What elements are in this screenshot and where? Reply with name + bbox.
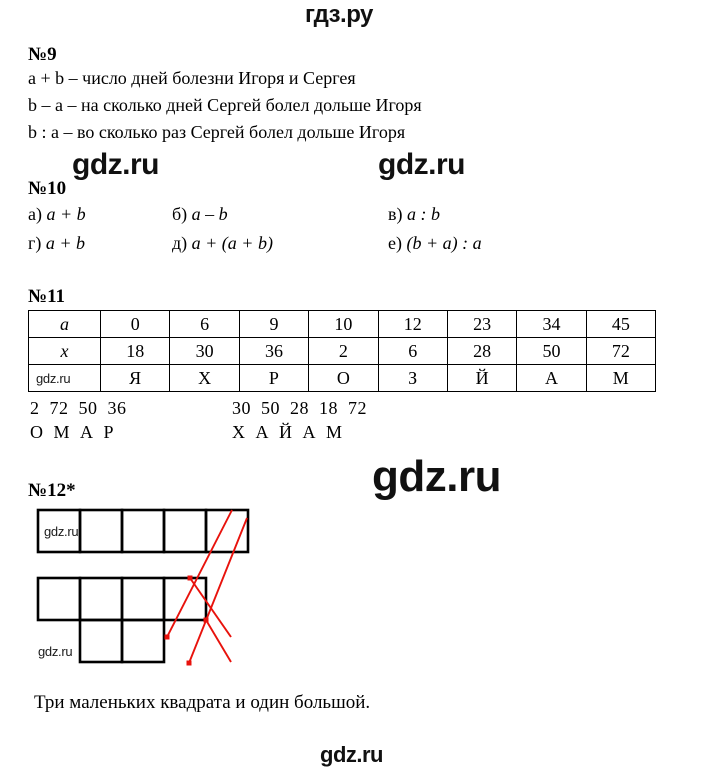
cell-x-2: 36 <box>239 338 308 365</box>
answer-expr-v: a : b <box>407 204 440 224</box>
task-11-table <box>28 310 656 392</box>
cut-line-endpoint-2 <box>187 661 192 666</box>
cell-letter-5: Й <box>447 365 516 392</box>
cell-x-0: 18 <box>101 338 170 365</box>
cell-a-5: 23 <box>447 311 516 338</box>
grid-square-r2-c1 <box>122 620 164 662</box>
decoded-letters-2: Х А Й А М <box>232 422 343 442</box>
task-9-number: №9 <box>28 44 57 65</box>
task-10-number: №10 <box>28 178 67 199</box>
cell-letter-2: Р <box>239 365 308 392</box>
cell-letter-0: Я <box>101 365 170 392</box>
task-10-answer-g <box>28 233 85 254</box>
table-row <box>29 365 656 392</box>
grid-square-r1-c2 <box>122 578 164 620</box>
grid-square-r1-c3 <box>164 578 206 620</box>
cell-x-6: 50 <box>517 338 586 365</box>
cell-letter-3: О <box>309 365 378 392</box>
cell-letter-1: Х <box>170 365 239 392</box>
grid-square-r0-c3 <box>164 510 206 552</box>
answer-key-d: д) <box>172 233 188 253</box>
answer-key-e: е) <box>388 233 402 253</box>
answer-key-g: г) <box>28 233 42 253</box>
table-row <box>29 311 656 338</box>
task-12-answer-text: Три маленьких квадрата и один большой. <box>34 692 371 713</box>
watermark-figure-bottom: gdz.ru <box>38 644 73 659</box>
task-9-line-2: b – a – на сколько дней Сергей болел дольше Игоря <box>28 95 422 115</box>
grid-square-r1-c1 <box>80 578 122 620</box>
task-10-answer-b <box>172 204 228 225</box>
grid-square-r1-c0 <box>38 578 80 620</box>
answer-expr-a: a + b <box>46 204 86 224</box>
cut-line-endpoint-4 <box>188 576 193 581</box>
answer-expr-g: a + b <box>45 233 86 253</box>
watermark-bottom: gdz.ru <box>320 742 383 767</box>
watermark-mid-left: gdz.ru <box>72 148 159 181</box>
table-row <box>29 338 656 365</box>
cell-x-1: 30 <box>170 338 239 365</box>
cell-a-2: 9 <box>239 311 308 338</box>
cell-a-0: 0 <box>101 311 170 338</box>
cut-line-3 <box>206 620 231 662</box>
task-9-line-3: b : a – во сколько раз Сергей болел дольше Игоря <box>28 122 406 142</box>
cell-a-3: 10 <box>309 311 378 338</box>
cut-line-endpoint-3 <box>204 618 209 623</box>
task-10-answer-e <box>388 233 482 254</box>
cell-a-4: 12 <box>378 311 447 338</box>
cell-letter-6: А <box>517 365 586 392</box>
row-header-x: x <box>29 338 101 365</box>
cell-x-3: 2 <box>309 338 378 365</box>
answer-key-b: б) <box>172 204 188 224</box>
cell-letter-4: З <box>378 365 447 392</box>
cell-x-5: 28 <box>447 338 516 365</box>
answer-expr-b: a – b <box>191 204 228 224</box>
grid-square-r2-c0 <box>80 620 122 662</box>
answer-expr-d: a + (a + b) <box>191 233 273 253</box>
site-logo-watermark: гдз.ру <box>305 1 373 28</box>
cell-x-4: 6 <box>378 338 447 365</box>
watermark-center-large: gdz.ru <box>372 452 501 501</box>
cell-a-6: 34 <box>517 311 586 338</box>
cell-letter-7: М <box>586 365 655 392</box>
cell-a-7: 45 <box>586 311 655 338</box>
grid-square-r0-c2 <box>122 510 164 552</box>
grid-square-r0-c1 <box>80 510 122 552</box>
cut-line-endpoint-1 <box>165 635 170 640</box>
task-12-number: №12* <box>28 480 76 501</box>
watermark-figure-top: gdz.ru <box>44 524 79 539</box>
decoded-letters-1: О М А Р <box>30 422 115 442</box>
row-header-a: a <box>29 311 101 338</box>
decoded-numbers-1: 2 72 50 36 <box>30 398 127 418</box>
decoded-numbers-2: 30 50 28 18 72 <box>232 398 367 418</box>
task-11-number: №11 <box>28 286 66 307</box>
cell-a-1: 6 <box>170 311 239 338</box>
task-10-answer-d <box>172 233 273 254</box>
answer-key-v: в) <box>388 204 403 224</box>
watermark-in-table: gdz.ru <box>36 371 71 386</box>
answer-key-a: а) <box>28 204 42 224</box>
task-9-line-1: a + b – число дней болезни Игоря и Сергея <box>28 68 356 88</box>
task-10-answer-a <box>28 204 86 225</box>
cell-x-7: 72 <box>586 338 655 365</box>
answer-expr-e: (b + a) : a <box>406 233 482 253</box>
watermark-mid-right: gdz.ru <box>378 148 465 181</box>
task-10-answer-v <box>388 204 440 225</box>
cut-line-1 <box>167 510 232 637</box>
